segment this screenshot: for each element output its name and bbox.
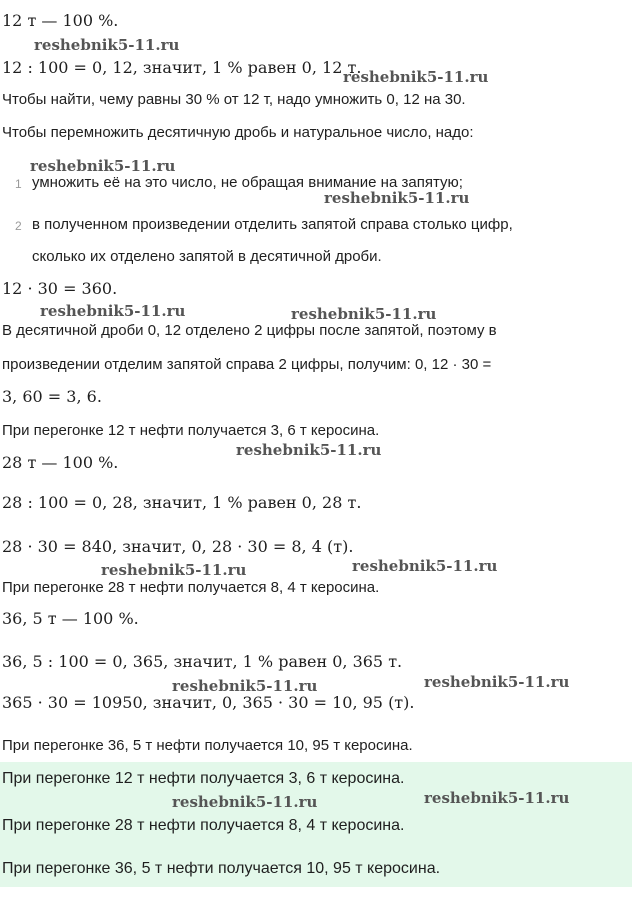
proportion-36-5: 36, 5 т — 100 %. [2, 609, 139, 628]
watermark: reshebnik5-11.ru [424, 789, 570, 807]
percent-12: 12 : 100 = 0, 12, значит, 1 % равен 0, 12 т. [2, 58, 362, 77]
product-12-30: 12 · 30 = 360. [2, 279, 118, 298]
answer-line-2: При перегонке 28 т нефти получается 8, 4 т керосина. [2, 817, 405, 834]
conclusion-36-5: При перегонке 36, 5 т нефти получается 10, 95 т керосина. [2, 737, 413, 754]
explanation-2: произведении отделим запятой справа 2 цифры, получим: 0, 12 · 30 = [2, 356, 492, 373]
explanation-1: В десятичной дроби 0, 12 отделено 2 цифры после запятой, поэтому в [2, 322, 497, 339]
proportion-28: 28 т — 100 %. [2, 453, 119, 472]
product-365-30: 365 · 30 = 10950, значит, 0, 365 · 30 = 10, 95 (т). [2, 693, 415, 712]
watermark: reshebnik5-11.ru [236, 441, 382, 459]
watermark: reshebnik5-11.ru [40, 302, 186, 320]
watermark: reshebnik5-11.ru [30, 157, 176, 175]
proportion-12: 12 т — 100 %. [2, 11, 119, 30]
rule-intro: Чтобы перемножить десятичную дробь и натуральное число, надо: [2, 124, 474, 141]
watermark: reshebnik5-11.ru [291, 305, 437, 323]
rule-step-2-cont: сколько их отделено запятой в десятичной дроби. [32, 248, 382, 265]
task-sentence: Чтобы найти, чему равны 30 % от 12 т, надо умножить 0, 12 на 30. [2, 91, 466, 108]
rule-step-2: в полученном произведении отделить запятой справа столько цифр, [32, 216, 513, 233]
watermark: reshebnik5-11.ru [101, 561, 247, 579]
conclusion-12: При перегонке 12 т нефти получается 3, 6 т керосина. [2, 422, 380, 439]
watermark: reshebnik5-11.ru [34, 36, 180, 54]
watermark: reshebnik5-11.ru [352, 557, 498, 575]
answer-line-3: При перегонке 36, 5 т нефти получается 10, 95 т керосина. [2, 860, 441, 877]
watermark: reshebnik5-11.ru [424, 673, 570, 691]
watermark: reshebnik5-11.ru [172, 677, 318, 695]
watermark: reshebnik5-11.ru [343, 68, 489, 86]
answer-line-1: При перегонке 12 т нефти получается 3, 6 т керосина. [2, 770, 405, 787]
rule-step-1: умножить её на это число, не обращая внимание на запятую; [32, 174, 463, 191]
percent-36-5: 36, 5 : 100 = 0, 365, значит, 1 % равен 0, 365 т. [2, 652, 403, 671]
product-28-30: 28 · 30 = 840, значит, 0, 28 · 30 = 8, 4 (т). [2, 537, 354, 556]
watermark: reshebnik5-11.ru [172, 793, 318, 811]
percent-28: 28 : 100 = 0, 28, значит, 1 % равен 0, 28 т. [2, 493, 362, 512]
list-number-1: 1 [15, 177, 22, 191]
result-3-6: 3, 60 = 3, 6. [2, 387, 102, 406]
watermark: reshebnik5-11.ru [324, 189, 470, 207]
list-number-2: 2 [15, 219, 22, 233]
conclusion-28: При перегонке 28 т нефти получается 8, 4 т керосина. [2, 579, 380, 596]
